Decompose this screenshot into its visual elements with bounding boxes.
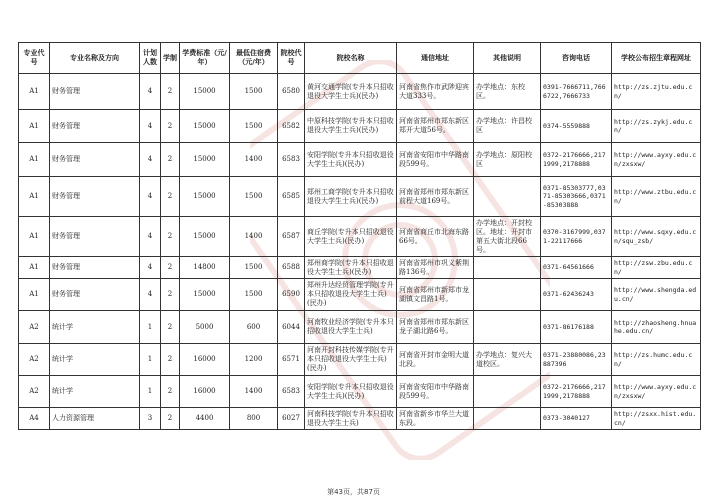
cell-address: 河南省安阳市中华路南段599号。 [397, 376, 474, 408]
cell-name: 财务管理 [50, 74, 140, 110]
cell-name: 财务管理 [50, 217, 140, 257]
cell-url[interactable]: http://www.ayxy.edu.cn/zxsxw/ [612, 376, 701, 408]
cell-tuition: 5000 [180, 311, 230, 344]
cell-phone: 0373-3040127 [541, 408, 612, 430]
cell-phone: 0372-2176666,2171999,2178888 [541, 143, 612, 177]
cell-years: 2 [161, 344, 180, 376]
header-notes: 其他说明 [474, 43, 541, 74]
cell-code: A1 [19, 257, 50, 279]
table-row [19, 143, 701, 177]
cell-school: 河南开封科技传媒学院(专升本只招收退役大学生士兵)(民办) [305, 344, 397, 376]
cell-years: 2 [161, 311, 180, 344]
cell-url[interactable]: http://www.sqxy.edu.cn/squ_zsb/ [612, 217, 701, 257]
cell-code: A1 [19, 143, 50, 177]
cell-tuition: 15000 [180, 143, 230, 177]
cell-dorm: 1500 [230, 177, 278, 217]
cell-school-code: 6582 [278, 110, 305, 143]
cell-phone: 0391-7666711,7666722,7666733 [541, 74, 612, 110]
header-address: 通信地址 [397, 43, 474, 74]
cell-phone: 0372-2176666,2171999,2178888 [541, 376, 612, 408]
table-row [19, 217, 701, 257]
table-row [19, 74, 701, 110]
header-tuition: 学费标准（元/年） [180, 43, 230, 74]
cell-url[interactable]: http://www.ztbu.edu.cn/ [612, 177, 701, 217]
cell-school-code: 6588 [278, 257, 305, 279]
header-code: 专业代号 [19, 43, 50, 74]
cell-dorm: 1500 [230, 279, 278, 311]
cell-years: 2 [161, 110, 180, 143]
table-row [19, 279, 701, 311]
cell-school: 商丘学院(专升本只招收退役大学生士兵)(民办) [305, 217, 397, 257]
cell-dorm: 1500 [230, 257, 278, 279]
cell-tuition: 15000 [180, 217, 230, 257]
header-school: 院校名称 [305, 43, 397, 74]
cell-tuition: 15000 [180, 279, 230, 311]
cell-tuition: 15000 [180, 74, 230, 110]
table-row [19, 408, 701, 430]
cell-years: 2 [161, 217, 180, 257]
cell-school-code: 6583 [278, 143, 305, 177]
cell-name: 统计学 [50, 344, 140, 376]
cell-dorm: 600 [230, 311, 278, 344]
cell-plan: 4 [140, 217, 161, 257]
cell-plan: 4 [140, 143, 161, 177]
cell-tuition: 15000 [180, 110, 230, 143]
cell-url[interactable]: http://www.ayxy.edu.cn/zxsxw/ [612, 143, 701, 177]
cell-name: 财务管理 [50, 257, 140, 279]
cell-notes [474, 177, 541, 217]
cell-code: A2 [19, 311, 50, 344]
cell-dorm: 1500 [230, 74, 278, 110]
cell-years: 2 [161, 376, 180, 408]
cell-school: 河南牧业经济学院(专升本只招收退役大学生士兵) [305, 311, 397, 344]
cell-phone: 0370-3167999,0371-22117666 [541, 217, 612, 257]
table-row [19, 257, 701, 279]
cell-school: 中原科技学院(专升本只招收退役大学生士兵)(民办) [305, 110, 397, 143]
cell-tuition: 14800 [180, 257, 230, 279]
enrollment-table [18, 42, 701, 430]
cell-plan: 1 [140, 376, 161, 408]
cell-name: 人力资源管理 [50, 408, 140, 430]
table-header-row [19, 43, 701, 74]
cell-notes: 办学地点：复兴大道校区。 [474, 344, 541, 376]
header-plan: 计划人数 [140, 43, 161, 74]
cell-notes [474, 257, 541, 279]
cell-school: 安阳学院(专升本只招收退役大学生士兵)(民办) [305, 376, 397, 408]
cell-plan: 4 [140, 74, 161, 110]
cell-address: 河南省郑州市巩义紫荆路136号。 [397, 257, 474, 279]
cell-phone: 0371-64561666 [541, 257, 612, 279]
header-dorm: 最低住宿费（元/年） [230, 43, 278, 74]
cell-code: A4 [19, 408, 50, 430]
cell-dorm: 1200 [230, 344, 278, 376]
cell-dorm: 1400 [230, 143, 278, 177]
cell-notes [474, 311, 541, 344]
cell-dorm: 1400 [230, 376, 278, 408]
cell-school-code: 6590 [278, 279, 305, 311]
cell-years: 2 [161, 177, 180, 217]
cell-notes: 办学地点：开封校区。地址：开封市第五大街北段66号。 [474, 217, 541, 257]
cell-dorm: 1400 [230, 217, 278, 257]
cell-years: 2 [161, 408, 180, 430]
cell-address: 河南省郑州市郑东新区郑开大道56号。 [397, 110, 474, 143]
cell-school-code: 6587 [278, 217, 305, 257]
header-school-code: 院校代号 [278, 43, 305, 74]
cell-code: A1 [19, 74, 50, 110]
cell-name: 统计学 [50, 311, 140, 344]
cell-url[interactable]: http://zsw.zbu.edu.cn/ [612, 257, 701, 279]
cell-notes [474, 279, 541, 311]
cell-url[interactable]: http://www.shengda.edu.cn/ [612, 279, 701, 311]
cell-tuition: 15000 [180, 177, 230, 217]
cell-address: 河南省焦作市武陟迎宾大道333号。 [397, 74, 474, 110]
cell-dorm: 1500 [230, 110, 278, 143]
header-url: 学校公布招生章程网址 [612, 43, 701, 74]
cell-school-code: 6044 [278, 311, 305, 344]
cell-code: A2 [19, 344, 50, 376]
cell-plan: 4 [140, 257, 161, 279]
cell-dorm: 800 [230, 408, 278, 430]
cell-address: 河南省新乡市华兰大道东段。 [397, 408, 474, 430]
cell-url[interactable]: http://zsxx.hist.edu.cn/ [612, 408, 701, 430]
cell-url[interactable]: http://zhaosheng.hnuahe.edu.cn/ [612, 311, 701, 344]
table-body [19, 74, 701, 430]
cell-years: 2 [161, 257, 180, 279]
cell-phone: 0371-85303777,0371-85303666,0371-85303888 [541, 177, 612, 217]
cell-years: 2 [161, 279, 180, 311]
cell-name: 财务管理 [50, 143, 140, 177]
cell-name: 财务管理 [50, 279, 140, 311]
cell-address: 河南省郑州市新郑市龙湖镇文昌路1号。 [397, 279, 474, 311]
cell-address: 河南省郑州市郑东新区龙子湖北路6号。 [397, 311, 474, 344]
cell-years: 2 [161, 143, 180, 177]
cell-school-code: 6580 [278, 74, 305, 110]
cell-notes [474, 408, 541, 430]
header-phone: 咨询电话 [541, 43, 612, 74]
cell-plan: 1 [140, 311, 161, 344]
header-years: 学制 [161, 43, 180, 74]
cell-notes [474, 376, 541, 408]
table-row [19, 344, 701, 376]
cell-school: 黄河交通学院(专升本只招收退役大学生士兵)(民办) [305, 74, 397, 110]
cell-school: 河南科技学院(专升本只招收退役大学生士兵) [305, 408, 397, 430]
cell-school-code: 6585 [278, 177, 305, 217]
cell-school: 郑州升达经贸管理学院(专升本只招收退役大学生士兵)(民办) [305, 279, 397, 311]
cell-code: A2 [19, 376, 50, 408]
cell-tuition: 16000 [180, 344, 230, 376]
cell-address: 河南省郑州市郑东新区前程大道169号。 [397, 177, 474, 217]
enrollment-table-container [18, 42, 700, 430]
cell-years: 2 [161, 74, 180, 110]
cell-school: 郑州工商学院(专升本只招收退役大学生士兵)(民办) [305, 177, 397, 217]
cell-url[interactable]: http://zs.humc.edu.cn/ [612, 344, 701, 376]
cell-notes: 办学地点：原阳校区 [474, 143, 541, 177]
cell-code: A1 [19, 110, 50, 143]
cell-notes: 办学地点：许昌校区 [474, 110, 541, 143]
cell-plan: 3 [140, 408, 161, 430]
cell-school: 郑州商学院(专升本只招收退役大学生士兵)(民办) [305, 257, 397, 279]
table-row [19, 177, 701, 217]
cell-address: 河南省安阳市中华路南段599号。 [397, 143, 474, 177]
cell-phone: 0371-23880086,23887396 [541, 344, 612, 376]
cell-plan: 1 [140, 344, 161, 376]
cell-url[interactable]: http://zs.zjtu.edu.cn/ [612, 74, 701, 110]
cell-school: 安阳学院(专升本只招收退役大学生士兵)(民办) [305, 143, 397, 177]
cell-phone: 0371-62436243 [541, 279, 612, 311]
cell-name: 财务管理 [50, 110, 140, 143]
cell-phone: 0374-5559888 [541, 110, 612, 143]
cell-code: A1 [19, 279, 50, 311]
cell-plan: 4 [140, 110, 161, 143]
cell-school-code: 6583 [278, 376, 305, 408]
cell-code: A1 [19, 177, 50, 217]
cell-plan: 4 [140, 279, 161, 311]
cell-address: 河南省商丘市北海东路66号。 [397, 217, 474, 257]
header-name: 专业名称及方向 [50, 43, 140, 74]
cell-notes: 办学地点：东校区。 [474, 74, 541, 110]
cell-school-code: 6571 [278, 344, 305, 376]
cell-code: A1 [19, 217, 50, 257]
cell-school-code: 6027 [278, 408, 305, 430]
cell-name: 统计学 [50, 376, 140, 408]
cell-tuition: 4400 [180, 408, 230, 430]
table-row [19, 311, 701, 344]
cell-tuition: 16000 [180, 376, 230, 408]
page-footer: 第43页，共87页 [327, 488, 380, 496]
cell-plan: 4 [140, 177, 161, 217]
cell-name: 财务管理 [50, 177, 140, 217]
table-row [19, 110, 701, 143]
cell-phone: 0371-86176188 [541, 311, 612, 344]
cell-url[interactable]: http://zs.zykj.edu.cn/ [612, 110, 701, 143]
cell-address: 河南省开封市金明大道北段。 [397, 344, 474, 376]
table-row [19, 376, 701, 408]
